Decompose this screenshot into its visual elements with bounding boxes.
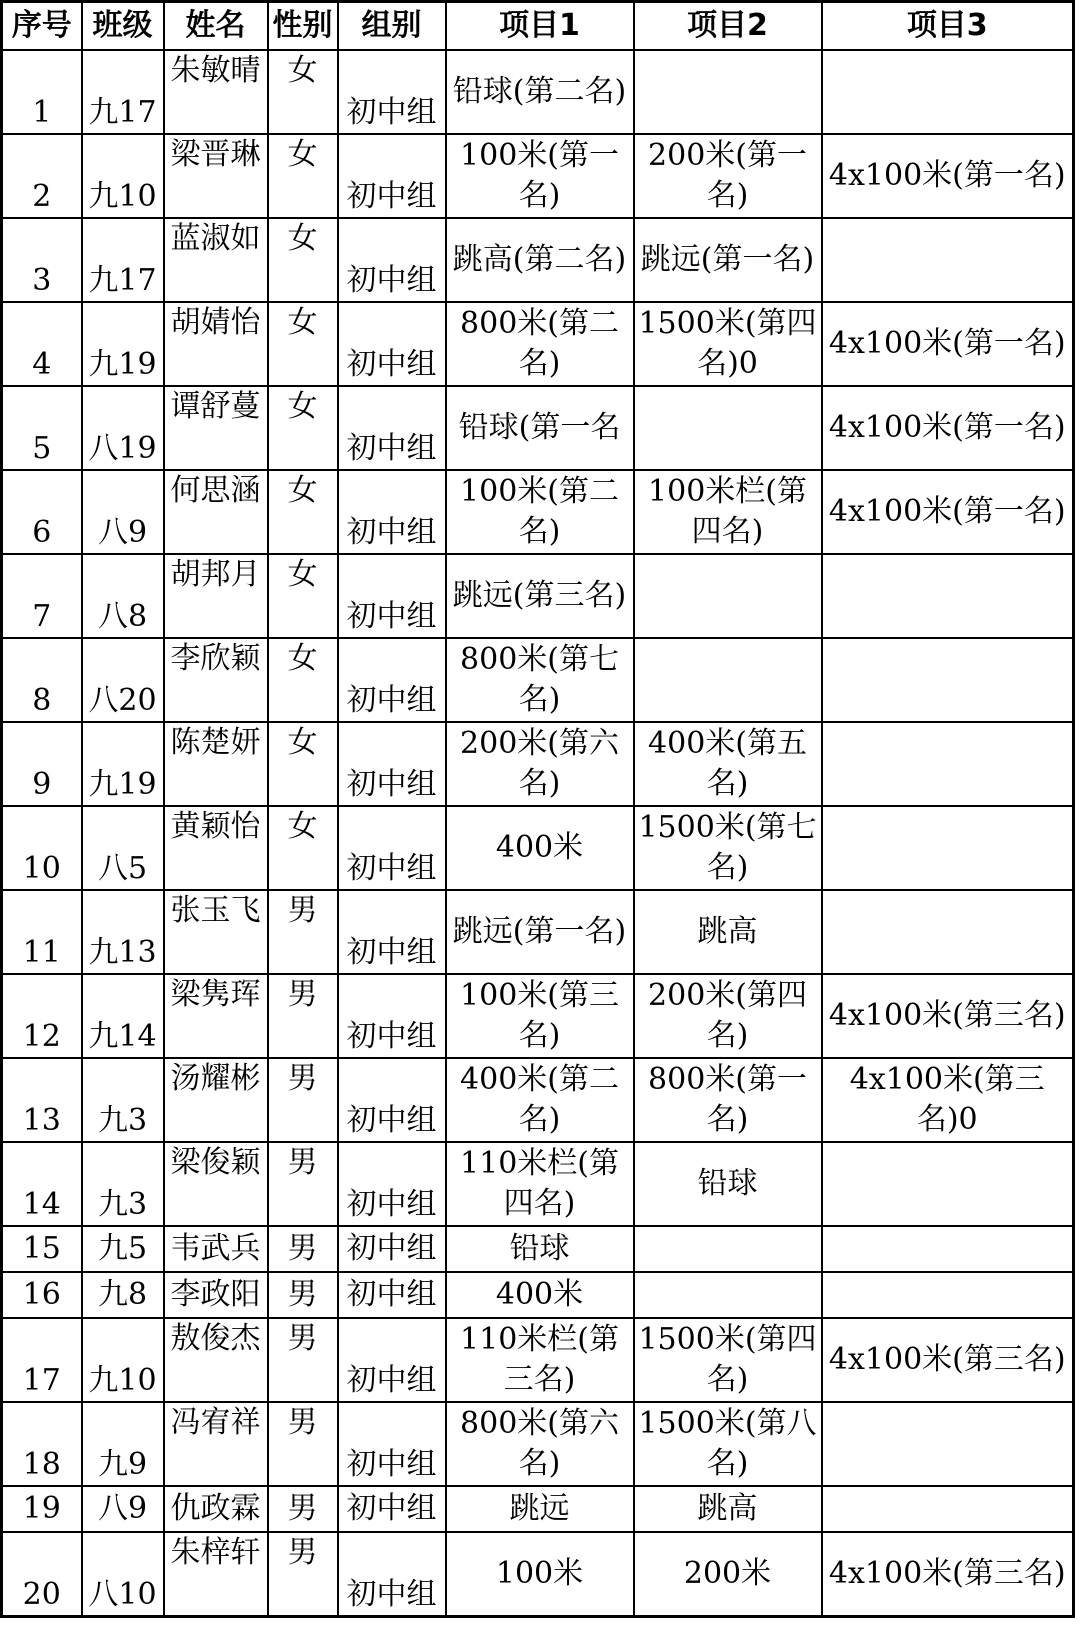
row-event-1: 800米(第七名) (446, 638, 634, 722)
row-gender: 女 (268, 806, 338, 890)
row-event-2 (634, 1226, 822, 1272)
table-row (2, 1486, 1074, 1532)
row-seq: 16 (2, 1272, 82, 1318)
row-seq: 6 (2, 470, 82, 554)
row-name: 蓝淑如 (164, 218, 268, 302)
table-row (2, 638, 1074, 722)
row-class: 九17 (82, 50, 164, 134)
row-group: 初中组 (338, 1058, 446, 1142)
row-seq: 9 (2, 722, 82, 806)
row-event-3: 4x100米(第三名) (822, 1532, 1074, 1617)
row-class: 八20 (82, 638, 164, 722)
row-gender: 男 (268, 1226, 338, 1272)
row-event-3 (822, 1486, 1074, 1532)
row-name: 汤耀彬 (164, 1058, 268, 1142)
row-event-1: 跳远 (446, 1486, 634, 1532)
row-group: 初中组 (338, 1532, 446, 1617)
row-event-2: 1500米(第八名) (634, 1402, 822, 1486)
row-name: 陈楚妍 (164, 722, 268, 806)
row-group: 初中组 (338, 1272, 446, 1318)
row-event-3 (822, 890, 1074, 974)
table-row (2, 722, 1074, 806)
row-class: 九17 (82, 218, 164, 302)
row-class: 九19 (82, 302, 164, 386)
row-class: 九8 (82, 1272, 164, 1318)
row-class: 九19 (82, 722, 164, 806)
row-event-1: 跳高(第二名) (446, 218, 634, 302)
row-event-1: 100米(第一名) (446, 134, 634, 218)
row-gender: 女 (268, 722, 338, 806)
row-group: 初中组 (338, 386, 446, 470)
row-event-1: 800米(第二名) (446, 302, 634, 386)
row-event-1: 铅球(第一名 (446, 386, 634, 470)
header-row (2, 2, 1074, 51)
row-event-2: 铅球 (634, 1142, 822, 1226)
row-name: 李政阳 (164, 1272, 268, 1318)
row-name: 黄颖怡 (164, 806, 268, 890)
row-class: 八19 (82, 386, 164, 470)
row-seq: 13 (2, 1058, 82, 1142)
row-event-2: 200米 (634, 1532, 822, 1617)
row-event-3 (822, 1142, 1074, 1226)
row-class: 九13 (82, 890, 164, 974)
table-row (2, 386, 1074, 470)
row-group: 初中组 (338, 470, 446, 554)
table-row (2, 50, 1074, 134)
row-gender: 男 (268, 1402, 338, 1486)
row-class: 八5 (82, 806, 164, 890)
row-event-2: 400米(第五名) (634, 722, 822, 806)
row-event-3 (822, 50, 1074, 134)
row-seq: 5 (2, 386, 82, 470)
row-event-1: 400米(第二名) (446, 1058, 634, 1142)
row-class: 九3 (82, 1058, 164, 1142)
row-event-3 (822, 1402, 1074, 1486)
row-group: 初中组 (338, 302, 446, 386)
row-name: 梁晋琳 (164, 134, 268, 218)
row-group: 初中组 (338, 1142, 446, 1226)
table-row (2, 1272, 1074, 1318)
table-row (2, 1402, 1074, 1486)
row-gender: 女 (268, 554, 338, 638)
row-event-1: 200米(第六名) (446, 722, 634, 806)
row-event-3: 4x100米(第一名) (822, 134, 1074, 218)
row-event-3: 4x100米(第三名)0 (822, 1058, 1074, 1142)
row-event-2: 1500米(第四名)0 (634, 302, 822, 386)
row-event-1: 100米(第二名) (446, 470, 634, 554)
row-group: 初中组 (338, 974, 446, 1058)
header-group: 组别 (338, 2, 446, 51)
table-row (2, 470, 1074, 554)
row-event-3 (822, 1272, 1074, 1318)
row-seq: 2 (2, 134, 82, 218)
row-gender: 男 (268, 1486, 338, 1532)
row-group: 初中组 (338, 722, 446, 806)
row-class: 八9 (82, 1486, 164, 1532)
table-row (2, 974, 1074, 1058)
row-seq: 4 (2, 302, 82, 386)
row-gender: 女 (268, 638, 338, 722)
row-event-3: 4x100米(第三名) (822, 974, 1074, 1058)
row-event-1: 400米 (446, 806, 634, 890)
row-event-1: 铅球 (446, 1226, 634, 1272)
row-gender: 女 (268, 218, 338, 302)
row-seq: 19 (2, 1486, 82, 1532)
row-group: 初中组 (338, 218, 446, 302)
row-event-3: 4x100米(第一名) (822, 302, 1074, 386)
row-gender: 女 (268, 470, 338, 554)
table-row (2, 554, 1074, 638)
row-group: 初中组 (338, 806, 446, 890)
row-event-2 (634, 50, 822, 134)
row-seq: 3 (2, 218, 82, 302)
row-class: 八8 (82, 554, 164, 638)
row-class: 九10 (82, 134, 164, 218)
row-seq: 10 (2, 806, 82, 890)
table-row (2, 890, 1074, 974)
row-event-2 (634, 554, 822, 638)
row-event-1: 100米(第三名) (446, 974, 634, 1058)
row-event-2: 200米(第四名) (634, 974, 822, 1058)
row-event-3 (822, 554, 1074, 638)
row-name: 冯宥祥 (164, 1402, 268, 1486)
row-group: 初中组 (338, 1226, 446, 1272)
table-row (2, 218, 1074, 302)
row-seq: 20 (2, 1532, 82, 1617)
table-row (2, 1142, 1074, 1226)
table-row (2, 134, 1074, 218)
row-group: 初中组 (338, 134, 446, 218)
row-class: 八10 (82, 1532, 164, 1617)
row-gender: 女 (268, 302, 338, 386)
header-class: 班级 (82, 2, 164, 51)
row-seq: 8 (2, 638, 82, 722)
row-event-3 (822, 218, 1074, 302)
row-group: 初中组 (338, 1318, 446, 1402)
row-event-3: 4x100米(第三名) (822, 1318, 1074, 1402)
row-class: 九9 (82, 1402, 164, 1486)
header-event-3: 项目3 (822, 2, 1074, 51)
row-seq: 14 (2, 1142, 82, 1226)
row-event-2: 800米(第一名) (634, 1058, 822, 1142)
row-seq: 18 (2, 1402, 82, 1486)
row-name: 谭舒蔓 (164, 386, 268, 470)
row-gender: 女 (268, 134, 338, 218)
row-group: 初中组 (338, 1402, 446, 1486)
table-row (2, 1532, 1074, 1617)
row-name: 敖俊杰 (164, 1318, 268, 1402)
row-gender: 男 (268, 890, 338, 974)
row-seq: 15 (2, 1226, 82, 1272)
header-seq: 序号 (2, 2, 82, 51)
row-name: 朱敏晴 (164, 50, 268, 134)
row-name: 何思涵 (164, 470, 268, 554)
row-event-1: 跳远(第三名) (446, 554, 634, 638)
row-seq: 11 (2, 890, 82, 974)
row-gender: 男 (268, 1272, 338, 1318)
row-event-1: 110米栏(第四名) (446, 1142, 634, 1226)
row-group: 初中组 (338, 1486, 446, 1532)
row-seq: 17 (2, 1318, 82, 1402)
row-event-3: 4x100米(第一名) (822, 386, 1074, 470)
row-class: 九10 (82, 1318, 164, 1402)
row-event-2 (634, 1272, 822, 1318)
row-name: 韦武兵 (164, 1226, 268, 1272)
row-event-1: 400米 (446, 1272, 634, 1318)
row-group: 初中组 (338, 638, 446, 722)
row-event-2: 跳高 (634, 890, 822, 974)
row-class: 八9 (82, 470, 164, 554)
row-name: 朱梓轩 (164, 1532, 268, 1617)
row-group: 初中组 (338, 890, 446, 974)
header-event-2: 项目2 (634, 2, 822, 51)
row-event-1: 100米 (446, 1532, 634, 1617)
row-gender: 男 (268, 1318, 338, 1402)
row-event-2: 跳高 (634, 1486, 822, 1532)
row-name: 张玉飞 (164, 890, 268, 974)
row-event-3 (822, 806, 1074, 890)
row-event-3 (822, 722, 1074, 806)
row-event-2: 200米(第一名) (634, 134, 822, 218)
row-name: 梁隽珲 (164, 974, 268, 1058)
header-name: 姓名 (164, 2, 268, 51)
table-row (2, 1318, 1074, 1402)
row-name: 仇政霖 (164, 1486, 268, 1532)
table-row (2, 302, 1074, 386)
row-name: 李欣颖 (164, 638, 268, 722)
row-event-1: 110米栏(第三名) (446, 1318, 634, 1402)
row-name: 梁俊颖 (164, 1142, 268, 1226)
row-event-2 (634, 386, 822, 470)
row-seq: 1 (2, 50, 82, 134)
row-class: 九5 (82, 1226, 164, 1272)
row-class: 九14 (82, 974, 164, 1058)
row-seq: 7 (2, 554, 82, 638)
row-gender: 男 (268, 974, 338, 1058)
row-event-2: 1500米(第四名) (634, 1318, 822, 1402)
table-row (2, 1058, 1074, 1142)
row-event-1: 800米(第六名) (446, 1402, 634, 1486)
row-event-2 (634, 638, 822, 722)
row-group: 初中组 (338, 50, 446, 134)
row-gender: 男 (268, 1058, 338, 1142)
header-event-1: 项目1 (446, 2, 634, 51)
row-event-2: 100米栏(第四名) (634, 470, 822, 554)
row-name: 胡婧怡 (164, 302, 268, 386)
row-name: 胡邦月 (164, 554, 268, 638)
row-event-3: 4x100米(第一名) (822, 470, 1074, 554)
row-gender: 女 (268, 386, 338, 470)
table-row (2, 1226, 1074, 1272)
row-class: 九3 (82, 1142, 164, 1226)
row-event-3 (822, 638, 1074, 722)
row-seq: 12 (2, 974, 82, 1058)
row-event-1: 铅球(第二名) (446, 50, 634, 134)
row-gender: 男 (268, 1142, 338, 1226)
row-event-1: 跳远(第一名) (446, 890, 634, 974)
table-row (2, 806, 1074, 890)
row-event-2: 1500米(第七名) (634, 806, 822, 890)
header-gender: 性别 (268, 2, 338, 51)
row-gender: 女 (268, 50, 338, 134)
row-event-3 (822, 1226, 1074, 1272)
row-event-2: 跳远(第一名) (634, 218, 822, 302)
row-group: 初中组 (338, 554, 446, 638)
row-gender: 男 (268, 1532, 338, 1617)
